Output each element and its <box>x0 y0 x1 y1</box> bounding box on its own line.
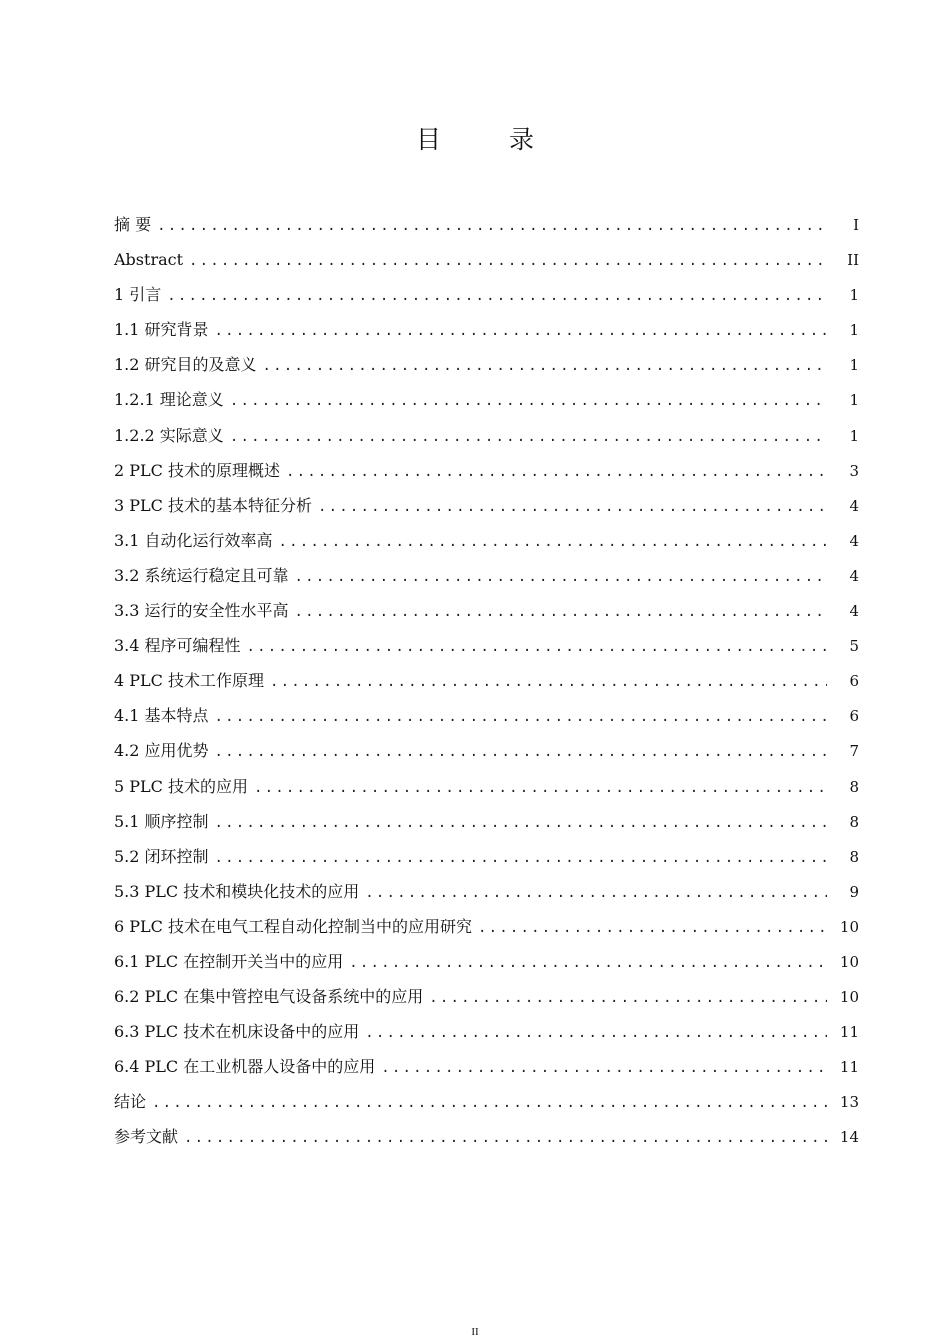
toc-entry-page: 8 <box>849 777 859 796</box>
toc-entry-label: 5.3 PLC 技术和模块化技术的应用 <box>114 881 360 901</box>
toc-entry[interactable] <box>114 242 859 277</box>
page-title: 目 录 <box>416 125 564 154</box>
toc-entry-label: 3.1 自动化运行效率高 <box>114 530 273 550</box>
toc-dot-leader <box>247 630 827 663</box>
toc-entry-page: 7 <box>849 742 859 761</box>
toc-entry[interactable] <box>114 593 859 628</box>
toc-dot-leader <box>295 560 827 593</box>
toc-entry-label: 6.4 PLC 在工业机器人设备中的应用 <box>114 1057 376 1077</box>
toc-entry-label: 3 PLC 技术的基本特征分析 <box>114 495 312 515</box>
toc-entry-label: 6.3 PLC 技术在机床设备中的应用 <box>114 1022 360 1042</box>
toc-entry-label: 6 PLC 技术在电气工程自动化控制当中的应用研究 <box>114 916 472 936</box>
toc-dot-leader <box>254 771 827 804</box>
toc-entry-page: 1 <box>849 426 859 445</box>
toc-entry[interactable] <box>114 698 859 733</box>
toc-dot-leader <box>157 209 827 242</box>
toc-entry-page: 6 <box>849 707 859 726</box>
toc-entry[interactable] <box>114 839 859 874</box>
toc-dot-leader <box>318 490 827 523</box>
toc-entry-page: 4 <box>849 566 859 585</box>
toc-entry-page: 1 <box>849 321 859 340</box>
toc-entry[interactable] <box>114 558 859 593</box>
toc-entry-page: 14 <box>839 1128 859 1147</box>
toc-dot-leader <box>263 349 827 382</box>
toc-dot-leader <box>381 1051 827 1084</box>
toc-entry[interactable] <box>114 277 859 312</box>
toc-entry-page: 9 <box>849 882 859 901</box>
toc-entry-label: 1.1 研究背景 <box>114 320 209 340</box>
toc-entry-label: 4.1 基本特点 <box>114 706 209 726</box>
toc-entry[interactable] <box>114 1014 859 1049</box>
toc-entry[interactable] <box>114 874 859 909</box>
toc-entry-label: 2 PLC 技术的原理概述 <box>114 460 280 480</box>
toc-entry-page: II <box>847 251 859 270</box>
table-of-contents <box>114 207 859 1155</box>
toc-entry[interactable] <box>114 382 859 417</box>
toc-entry[interactable] <box>114 944 859 979</box>
toc-entry-page: 6 <box>849 672 859 691</box>
toc-entry[interactable] <box>114 453 859 488</box>
toc-entry[interactable] <box>114 1049 859 1084</box>
toc-dot-leader <box>152 1086 827 1119</box>
toc-entry-page: 3 <box>849 461 859 480</box>
toc-entry-page: 1 <box>849 391 859 410</box>
toc-dot-leader <box>215 314 827 347</box>
toc-dot-leader <box>189 244 827 277</box>
toc-dot-leader <box>349 946 827 979</box>
toc-dot-leader <box>295 595 827 628</box>
toc-entry-page: 8 <box>849 812 859 831</box>
toc-dot-leader <box>365 1016 827 1049</box>
toc-entry[interactable] <box>114 979 859 1014</box>
page-number-footer: II <box>471 1326 479 1338</box>
toc-dot-leader <box>215 806 827 839</box>
toc-entry-label: 4.2 应用优势 <box>114 741 209 761</box>
toc-entry-label: Abstract <box>114 250 184 270</box>
toc-entry[interactable] <box>114 1119 859 1154</box>
toc-dot-leader <box>365 876 827 909</box>
toc-entry-page: 11 <box>839 1023 859 1042</box>
toc-entry-page: 1 <box>849 286 859 305</box>
toc-entry[interactable] <box>114 769 859 804</box>
toc-entry-page: 1 <box>849 356 859 375</box>
toc-dot-leader <box>279 525 827 558</box>
toc-entry-label: 6.2 PLC 在集中管控电气设备系统中的应用 <box>114 987 424 1007</box>
toc-dot-leader <box>270 665 827 698</box>
toc-dot-leader <box>478 911 827 944</box>
toc-entry-label: 摘 要 <box>114 215 152 234</box>
toc-entry[interactable] <box>114 207 859 242</box>
toc-entry-page: I <box>853 216 859 234</box>
toc-entry[interactable] <box>114 523 859 558</box>
toc-entry[interactable] <box>114 312 859 347</box>
toc-entry-page: 4 <box>849 496 859 515</box>
toc-entry-label: 3.2 系统运行稳定且可靠 <box>114 565 289 585</box>
toc-entry-label: 5.2 闭环控制 <box>114 846 209 866</box>
toc-entry[interactable] <box>114 663 859 698</box>
toc-entry[interactable] <box>114 628 859 663</box>
toc-entry[interactable] <box>114 804 859 839</box>
toc-entry-label: 4 PLC 技术工作原理 <box>114 671 264 691</box>
toc-entry-label: 1.2.1 理论意义 <box>114 390 224 410</box>
toc-entry[interactable] <box>114 347 859 382</box>
toc-entry-label: 6.1 PLC 在控制开关当中的应用 <box>114 951 344 971</box>
toc-entry-label: 5 PLC 技术的应用 <box>114 776 248 796</box>
toc-dot-leader <box>184 1121 827 1154</box>
toc-dot-leader <box>230 420 827 453</box>
toc-entry-page: 10 <box>839 917 859 936</box>
toc-entry-label: 5.1 顺序控制 <box>114 811 209 831</box>
toc-entry-label: 结论 <box>114 1092 147 1112</box>
toc-entry[interactable] <box>114 909 859 944</box>
toc-entry[interactable] <box>114 488 859 523</box>
toc-dot-leader <box>429 981 827 1014</box>
toc-entry-page: 8 <box>849 847 859 866</box>
toc-dot-leader <box>215 735 827 768</box>
toc-entry[interactable] <box>114 418 859 453</box>
toc-dot-leader <box>215 700 827 733</box>
toc-entry-page: 4 <box>849 602 859 621</box>
toc-dot-leader <box>215 841 827 874</box>
toc-entry-label: 3.4 程序可编程性 <box>114 636 241 656</box>
toc-entry-page: 5 <box>849 637 859 656</box>
toc-dot-leader <box>230 384 827 417</box>
toc-dot-leader <box>167 279 827 312</box>
toc-entry-label: 1.2.2 实际意义 <box>114 425 224 445</box>
toc-entry-label: 1 引言 <box>114 285 162 305</box>
toc-entry-page: 4 <box>849 531 859 550</box>
toc-entry-label: 3.3 运行的安全性水平高 <box>114 601 289 621</box>
toc-entry-page: 10 <box>839 988 859 1007</box>
toc-entry-page: 11 <box>839 1058 859 1077</box>
toc-entry-page: 13 <box>839 1093 859 1112</box>
toc-dot-leader <box>286 455 827 488</box>
toc-entry-label: 参考文献 <box>114 1127 179 1147</box>
toc-entry-label: 1.2 研究目的及意义 <box>114 355 257 375</box>
toc-entry[interactable] <box>114 1084 859 1119</box>
toc-entry[interactable] <box>114 733 859 768</box>
toc-entry-page: 10 <box>839 952 859 971</box>
